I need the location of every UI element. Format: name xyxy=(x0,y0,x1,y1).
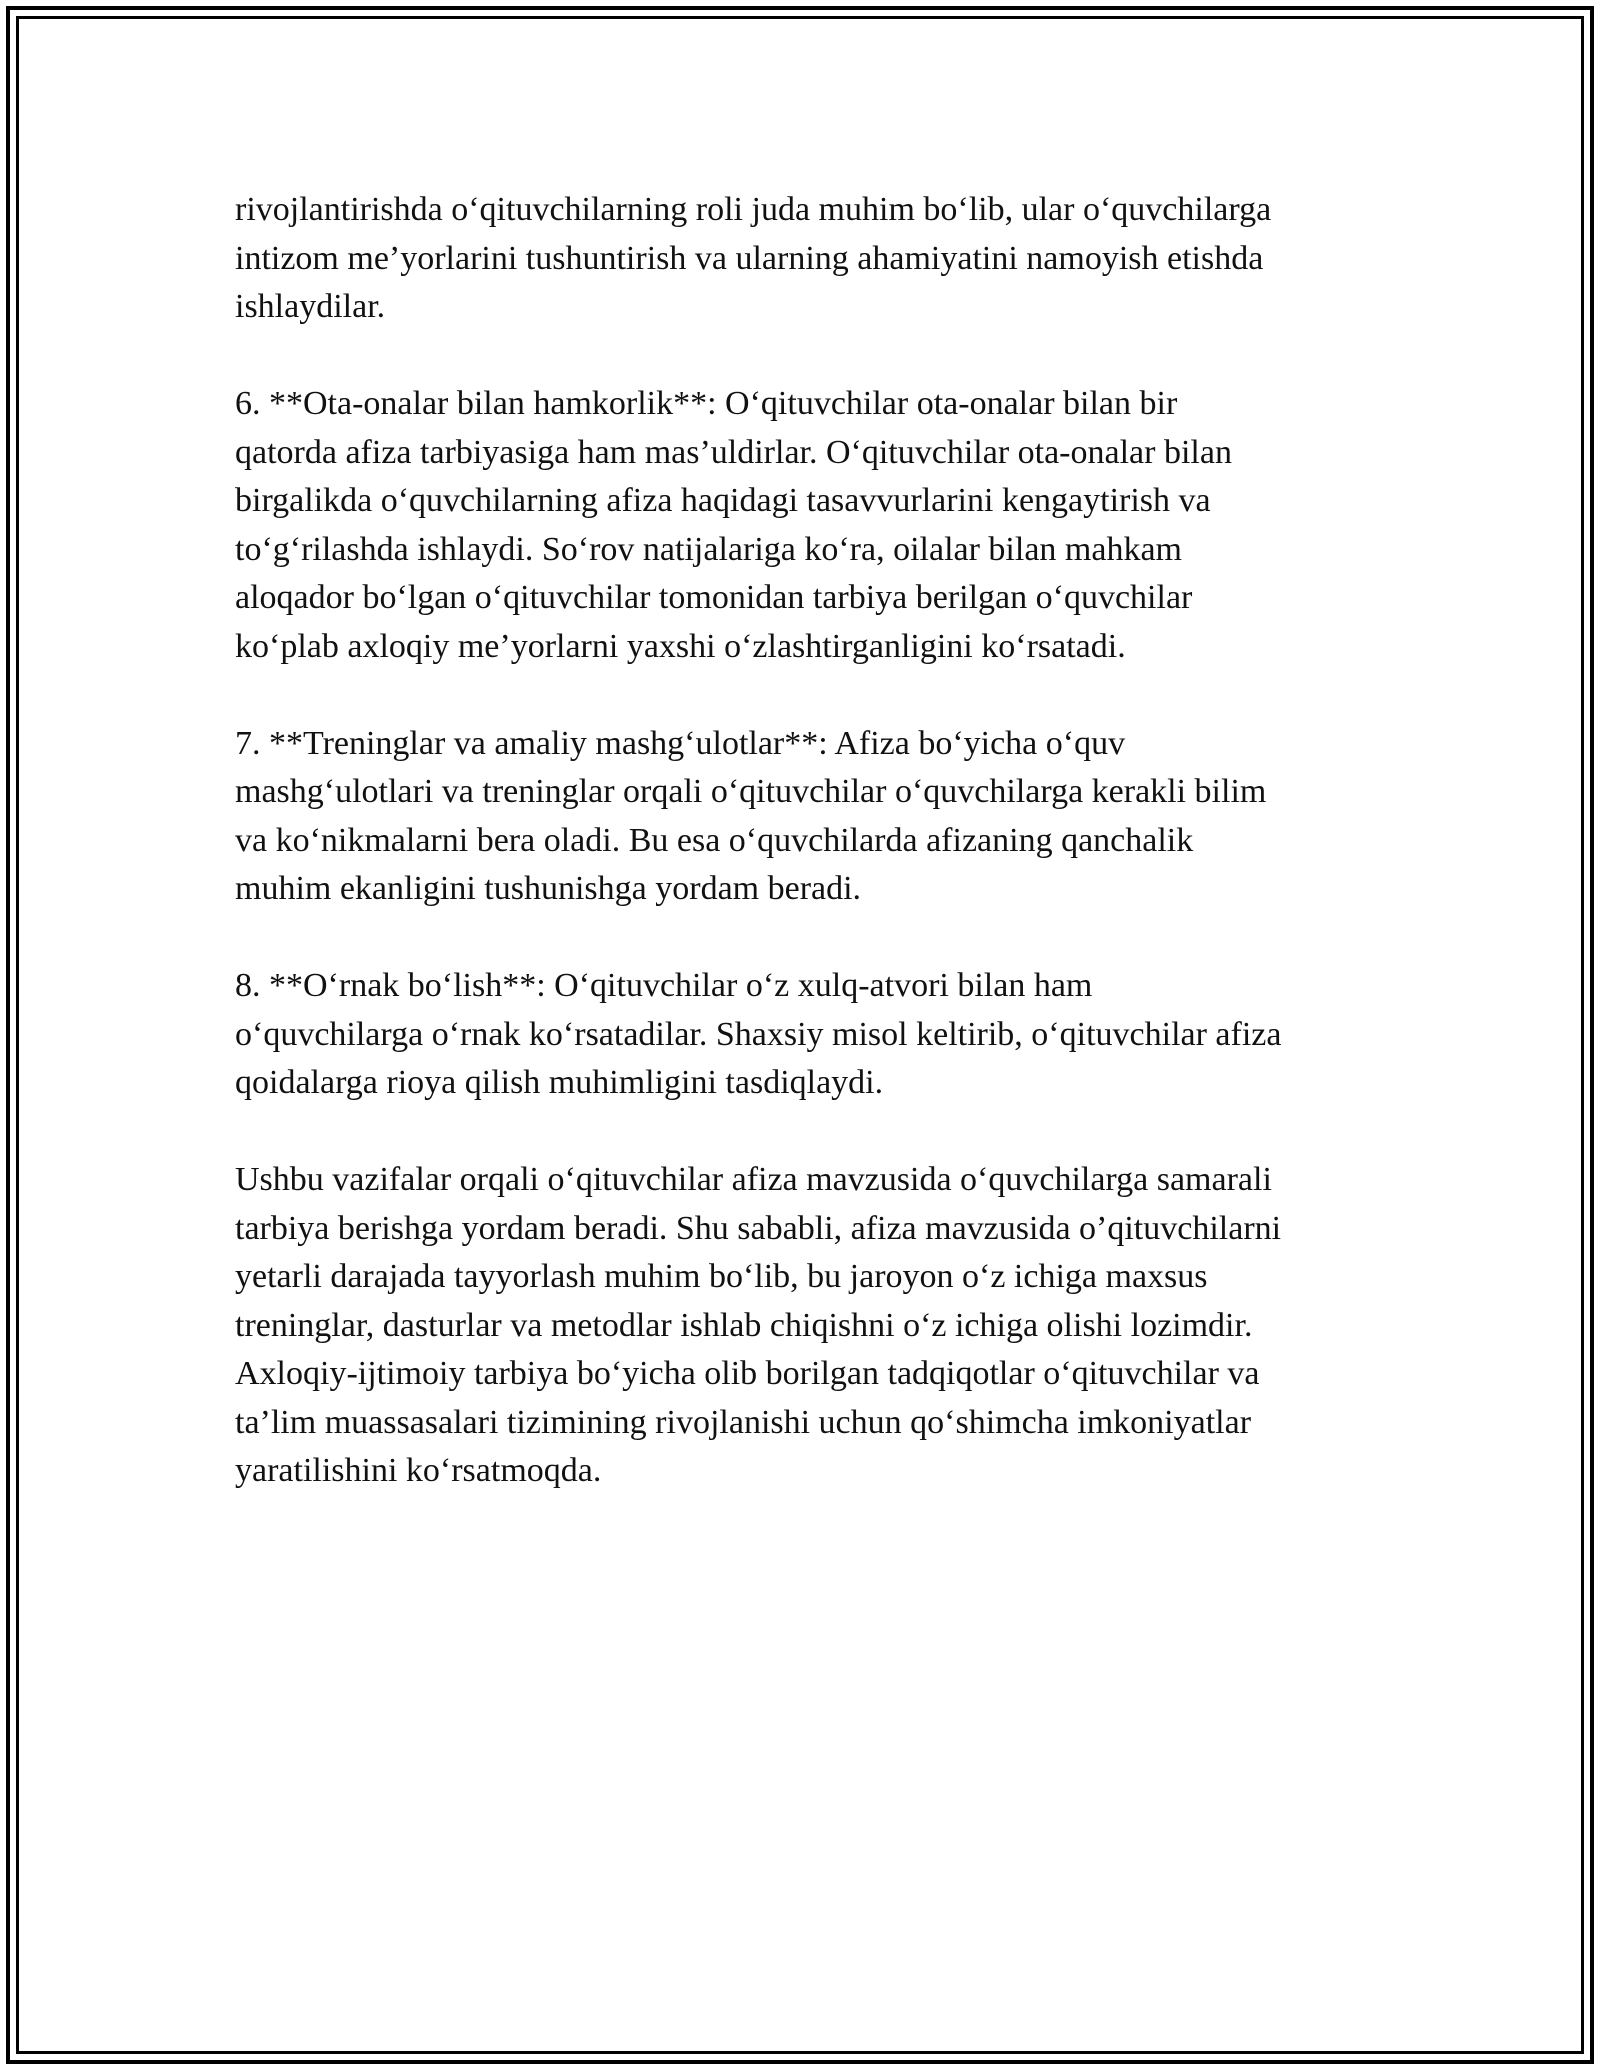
text-line: tarbiya berishga yordam beradi. Shu sababli, afiza mavzusida o’qituvchilarni xyxy=(235,1209,1282,1247)
text-line: qatorda afiza tarbiyasiga ham mas’uldirlar. O‘qituvchilar ota-onalar bilan xyxy=(235,433,1232,471)
text-line: ishlaydilar. xyxy=(235,288,386,325)
text-line: muhim ekanligini tushunishga yordam beradi. xyxy=(235,870,862,907)
text-line: 8. **O‘rnak bo‘lish**: O‘qituvchilar o‘z xulq-atvori bilan ham xyxy=(235,967,1093,1004)
paragraph-intro-continuation xyxy=(235,186,1395,332)
text-line: treninglar, dasturlar va metodlar ishlab chiqishni o‘z ichiga olishi lozimdir. xyxy=(235,1306,1253,1344)
text-line: rivojlantirishda o‘qituvchilarning roli juda muhim bo‘lib, ular o‘quvchilarga xyxy=(235,191,1272,228)
paragraph-item-8 xyxy=(235,962,1395,1108)
text-line: ko‘plab axloqiy me’yorlarni yaxshi o‘zlashtirganligini ko‘rsatadi. xyxy=(235,627,1126,665)
text-line: intizom me’yorlarini tushuntirish va ularning ahamiyatini namoyish etishda xyxy=(235,239,1264,277)
text-line: aloqador bo‘lgan o‘qituvchilar tomonidan tarbiya berilgan o‘quvchilar xyxy=(235,579,1193,616)
text-line: ta’lim muassasalari tizimining rivojlanishi uchun qo‘shimcha imkoniyatlar xyxy=(235,1403,1252,1441)
paragraph-item-7 xyxy=(235,720,1395,914)
paragraph-item-6 xyxy=(235,380,1395,671)
text-line: Axloqiy-ijtimoiy tarbiya bo‘yicha olib borilgan tadqiqotlar o‘qituvchilar va xyxy=(235,1355,1260,1392)
text-line: va ko‘nikmalarni bera oladi. Bu esa o‘quvchilarda afizaning qanchalik xyxy=(235,821,1194,859)
text-line: yetarli darajada tayyorlash muhim bo‘lib, bu jaroyon o‘z ichiga maxsus xyxy=(235,1258,1208,1295)
text-line: o‘quvchilarga o‘rnak ko‘rsatadilar. Shaxsiy misol keltirib, o‘qituvchilar afiza xyxy=(235,1015,1282,1053)
document-body xyxy=(235,186,1395,1544)
text-line: mashg‘ulotlari va treninglar orqali o‘qituvchilar o‘quvchilarga kerakli bilim xyxy=(235,773,1267,810)
text-line: qoidalarga rioya qilish muhimligini tasdiqlaydi. xyxy=(235,1064,884,1101)
text-line: Ushbu vazifalar orqali o‘qituvchilar afiza mavzusida o‘quvchilarga samarali xyxy=(235,1161,1272,1198)
paragraph-conclusion xyxy=(235,1156,1395,1496)
text-line: to‘g‘rilashda ishlaydi. So‘rov natijalariga ko‘ra, oilalar bilan mahkam xyxy=(235,530,1182,568)
text-line: birgalikda o‘quvchilarning afiza haqidagi tasavvurlarini kengaytirish va xyxy=(235,482,1211,519)
text-line: 6. **Ota-onalar bilan hamkorlik**: O‘qituvchilar ota-onalar bilan bir xyxy=(235,385,1178,422)
text-line: yaratilishini ko‘rsatmoqda. xyxy=(235,1452,602,1489)
text-line: 7. **Treninglar va amaliy mashg‘ulotlar**: Afiza bo‘yicha o‘quv xyxy=(235,724,1126,762)
